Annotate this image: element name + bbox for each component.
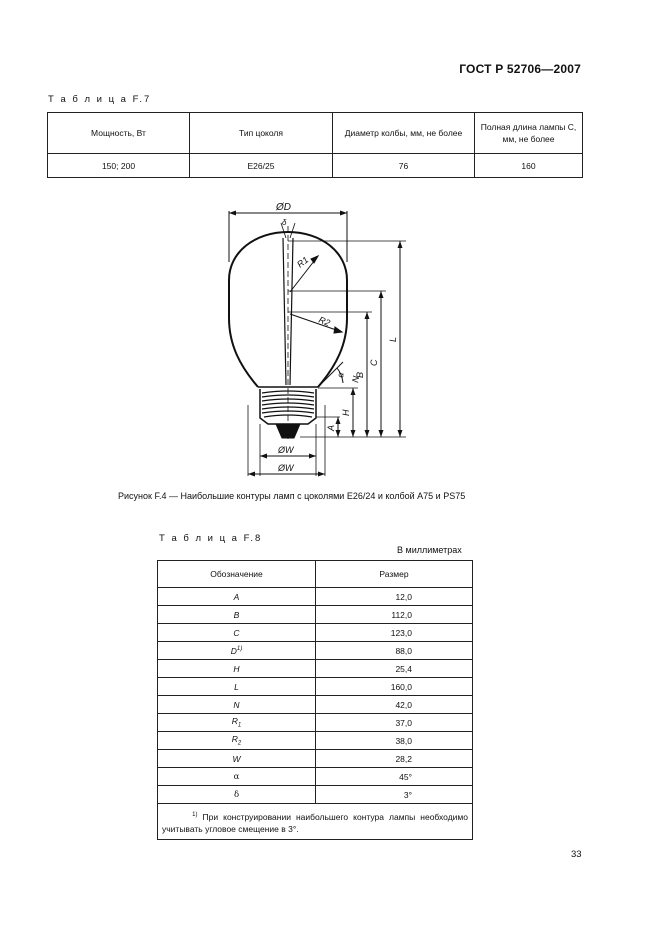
label-h: H	[341, 409, 351, 416]
table-row	[158, 606, 473, 624]
cell-symbol: A	[158, 588, 316, 606]
table-row	[158, 768, 473, 786]
cell-symbol: N	[158, 696, 316, 714]
page-number: 33	[571, 849, 582, 860]
cell-symbol	[158, 732, 316, 750]
footnote-mark: 1)	[192, 812, 198, 819]
cell-value: 38,0	[316, 732, 473, 750]
r2-arrow	[334, 327, 342, 333]
cell-full-length: 160	[475, 154, 583, 178]
cell-value: 112,0	[316, 606, 473, 624]
table-footnote	[158, 804, 473, 840]
label-a: A	[326, 424, 336, 431]
table-header-row	[158, 561, 473, 588]
symbol-text: R	[231, 716, 238, 727]
symbol-subscript: 1	[237, 722, 242, 729]
label-b: B	[355, 371, 365, 378]
cell-symbol	[158, 714, 316, 732]
symbol-text: R	[231, 734, 238, 745]
table-row	[158, 678, 473, 696]
footnote-ref: 1)	[236, 645, 243, 652]
label-w: ØW	[278, 445, 294, 455]
cell-value: 37,0	[316, 714, 473, 732]
table-row	[158, 660, 473, 678]
r1-arrow	[311, 256, 318, 263]
cell-symbol: W	[158, 750, 316, 768]
table-row	[158, 642, 473, 660]
cell-value: 160,0	[316, 678, 473, 696]
cell-value: 42,0	[316, 696, 473, 714]
table-row	[158, 732, 473, 750]
cell-value: 12,0	[316, 588, 473, 606]
table-row	[158, 624, 473, 642]
header-power: Мощность, Вт	[48, 113, 190, 154]
label-d: ØD	[276, 202, 291, 213]
header-designation: Обозначение	[158, 561, 316, 588]
cell-value: 45°	[316, 768, 473, 786]
cell-value: 25,4	[316, 660, 473, 678]
table-row	[158, 588, 473, 606]
cell-base-type: E26/25	[190, 154, 333, 178]
cell-symbol: B	[158, 606, 316, 624]
label-w2: ØW	[278, 463, 294, 473]
header-bulb-diameter: Диаметр колбы, мм, не более	[333, 113, 475, 154]
cell-value: 123,0	[316, 624, 473, 642]
header-full-length: Полная длина лампы C, мм, не более	[475, 113, 583, 154]
cell-value: 28,2	[316, 750, 473, 768]
label-c: C	[369, 359, 379, 366]
cell-symbol: α	[158, 768, 316, 786]
label-r1: R1	[295, 254, 311, 270]
cell-symbol: H	[158, 660, 316, 678]
symbol-text: D	[230, 645, 237, 656]
table-footnote-row	[158, 804, 473, 840]
cell-symbol: L	[158, 678, 316, 696]
cell-symbol	[158, 642, 316, 660]
cell-power: 150; 200	[48, 154, 190, 178]
symbol-subscript: 2	[237, 740, 242, 747]
table-f8	[157, 560, 473, 840]
filament-support-left	[283, 238, 286, 385]
table-f7-caption: Т а б л и ц а F.7	[48, 94, 152, 105]
label-delta: δ	[282, 218, 287, 227]
table-row	[158, 696, 473, 714]
cell-value: 3°	[316, 786, 473, 804]
label-r2: R2	[317, 314, 332, 329]
label-l: L	[388, 336, 398, 342]
footnote-text: При конструировании наибольшего контура лампы необходимо учитывать угловое смещение в 3°.	[162, 811, 468, 834]
document-code: ГОСТ Р 52706—2007	[459, 62, 581, 76]
label-alpha: α	[335, 371, 346, 379]
filament-support-right	[290, 238, 293, 385]
table-f8-caption: Т а б л и ц а F.8	[159, 533, 263, 544]
table-row	[158, 750, 473, 768]
header-size: Размер	[316, 561, 473, 588]
table-f8-units: В миллиметрах	[397, 545, 462, 555]
header-base-type: Тип цоколя	[190, 113, 333, 154]
base-threads	[262, 391, 314, 417]
delta-line-right	[290, 223, 295, 238]
cell-symbol: δ	[158, 786, 316, 804]
label-n: N	[350, 375, 362, 384]
figure-caption: Рисунок F.4 — Наибольшие контуры ламп с цоколями E26/24 и колбой A75 и PS75	[118, 491, 466, 501]
table-row	[158, 714, 473, 732]
table-row	[158, 786, 473, 804]
cell-bulb-diameter: 76	[333, 154, 475, 178]
cell-value: 88,0	[316, 642, 473, 660]
cell-symbol: C	[158, 624, 316, 642]
